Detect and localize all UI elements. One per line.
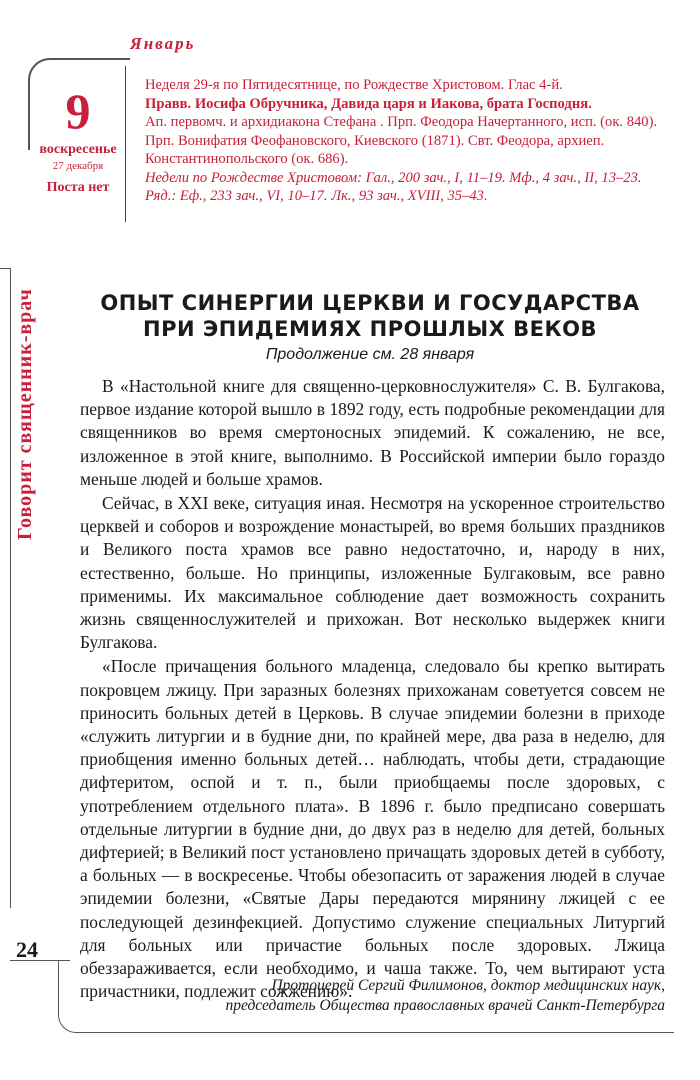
calendar-week: Неделя 29-я по Пятидесятнице, по Рождестве Христовом. Глас 4-й. xyxy=(145,77,563,93)
day-number: 9 xyxy=(65,83,91,139)
side-rule-top xyxy=(0,268,10,269)
section-title-vertical: Говорит священник-врач xyxy=(14,288,36,540)
weekday-label: воскресенье xyxy=(39,142,117,157)
article-body xyxy=(80,375,665,1004)
fast-status: Поста нет xyxy=(46,180,110,195)
author-line-1: Протоиерей Сергий Филимонов, доктор медицинских наук, xyxy=(271,977,665,994)
page-number: 24 xyxy=(16,937,38,962)
paragraph: «После причащения больного младенца, следовало бы крепко вытирать покровцем лжицу. При заразных болезнях прихожанам советуется совсем не приносить больных детей в Церковь. В случае эпидемии болезни в приходе «служить литургии и в будние дни, по крайней мере, два раза в неделю, для приобщения именно больных детей… наблюдать, чтобы дети, страдающие дифтеритом, оспой и т. п., были приобщаемы после здоровых, с употреблением отдельного плата». В 1896 г. было предписано совершать отдельные литургии в будние дни, до двух раз в неделю для детей, больных дифтерией; в Великий пост установлено причащать здоровых детей в субботу, а больных — в воскресенье. Чтобы обезопасить от заражения людей в случае эпидемии болезни, «Святые Дары передаются мирянину лжицей с ее последующей дезинфекцией. Допустимо служение специальных Литургий для больных или причастие больных после здоровых. Лжица обеззараживается, если необходимо, и чаша также. То, чем вытирают уста причастники, подлежит сожжению». xyxy=(80,656,665,1002)
article-subtitle: Продолжение см. 28 января xyxy=(265,346,475,363)
side-rule xyxy=(10,268,11,908)
calendar-saints-2: Прп. Вонифатия Феофановского, Киевского (1871). Свт. Феодора, архиеп. Константинопольского (ок. 686). xyxy=(145,132,605,167)
paragraph: В «Настольной книге для священно-церковнослужителя» С. В. Булгакова, первое издание которой вышло в 1892 году, есть подробные рекомендации для священников во время смертоносных эпидемий. К сожалению, не все, изложенное в этой книге, выполнимо. В Российской империи было гораздо меньше людей и больше храмов. xyxy=(80,376,665,489)
calendar-entry xyxy=(145,76,673,206)
author-line-2: председатель Общества православных врачей Санкт-Петербурга xyxy=(225,997,665,1014)
footer-frame xyxy=(58,960,674,1033)
article-title-line-1: ОПЫТ СИНЕРГИИ ЦЕРКВИ И ГОСУДАРСТВА xyxy=(100,291,640,315)
calendar-readings: Недели по Рождестве Христовом: Гал., 200 зач., I, 11–19. Мф., 4 зач., II, 13–23. Ряд.: Еф., 233 зач., VI, 10–17. Лк., 93 зач., XVIII, 35–43. xyxy=(145,169,642,204)
old-style-date: 27 декабря xyxy=(52,160,104,172)
paragraph: Сейчас, в XXI веке, ситуация иная. Несмотря на ускоренное строительство церквей и соборов и возрождение монастырей, во время больших праздников и Великого поста храмов все равно недостаточно, и, народу в них, естественно, больше. Но принципы, изложенные Булгаковым, все равно применимы. Их максимальное соблюдение дает возможность сохранить жизнь священнослужителей и прихожан. Вот несколько выдержек книги Булгакова. xyxy=(80,493,665,653)
article-title-line-2: ПРИ ЭПИДЕМИЯХ ПРОШЛЫХ ВЕКОВ xyxy=(143,317,597,341)
calendar-saints-main: Правв. Иосифа Обручника, Давида царя и Иакова, брата Господня. xyxy=(145,95,592,112)
month-label: Январь xyxy=(130,34,196,53)
article-title xyxy=(80,290,660,342)
calendar-saints-1: Ап. первомч. и архидиакона Стефана . Прп. Феодора Начертанного, исп. (ок. 840). xyxy=(145,114,658,130)
